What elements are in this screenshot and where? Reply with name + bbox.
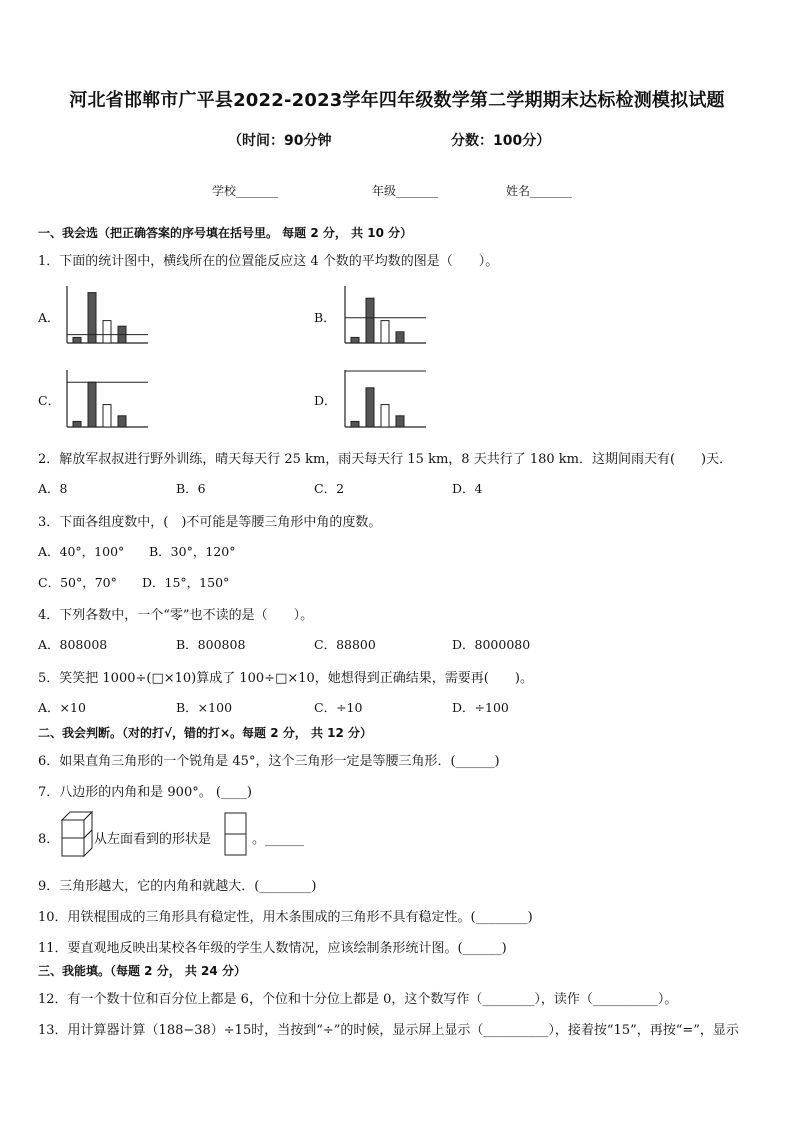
q5-option-d: D．÷100 [452, 700, 509, 715]
question-13: 13．用计算器计算（188−38）÷15时，当按到“÷”的时候，显示屏上显示（__________），接着按“15”，再按“=”，显示 [38, 1023, 739, 1038]
chart-option-b [342, 284, 428, 346]
bar-1 [73, 337, 81, 343]
question-10: 10．用铁棍围成的三角形具有稳定性，用木条围成的三角形不具有稳定性。(________) [38, 910, 533, 925]
q3-option-a: A．40°，100° [38, 544, 125, 559]
q1-option-c-label: C． [38, 393, 61, 408]
question-11: 11．要直观地反映出某校各年级的学生人数情况，应该绘制条形统计图。(______) [38, 941, 507, 956]
bar-4 [118, 416, 126, 427]
question-1: 1．下面的统计图中，横线所在的位置能反应这 4 个数的平均数的图是（ ）。 [38, 254, 499, 269]
question-4: 4．下列各数中，一个“零”也不读的是（ ）。 [38, 608, 314, 623]
q5-option-a: A．×10 [38, 700, 86, 715]
bar-1 [73, 421, 81, 427]
chart-option-a [64, 284, 150, 346]
q1-option-a-label: A． [38, 310, 60, 325]
chart-option-d [342, 368, 428, 430]
exam-score: 分数：100分） [451, 133, 551, 149]
page-title: 河北省邯郸市广平县2022-2023学年四年级数学第二学期期末达标检测模拟试题 [69, 90, 725, 111]
bar-2 [88, 293, 96, 343]
question-8-text: 从左面看到的形状是 [94, 832, 212, 847]
name-field: 姓名_______ [506, 184, 573, 198]
question-6: 6．如果直角三角形的一个锐角是 45°，这个三角形一定是等腰三角形．(______) [38, 754, 500, 769]
bar-3 [103, 405, 111, 427]
q3-option-c: C．50°，70° [38, 575, 117, 590]
question-8-number: 8． [38, 832, 60, 847]
q2-option-d: D．4 [452, 481, 483, 496]
bar-2 [366, 298, 374, 343]
bar-4 [396, 416, 404, 427]
question-7: 7．八边形的内角和是 900°。 (____) [38, 785, 252, 800]
q4-option-c: C．88800 [314, 637, 376, 652]
q4-option-d: D．8000080 [452, 637, 531, 652]
q5-option-b: B．×100 [176, 700, 233, 715]
bar-1 [351, 421, 359, 427]
cube-stack-figure [60, 808, 96, 864]
question-3: 3．下面各组度数中，( )不可能是等腰三角形中角的度数。 [38, 515, 382, 530]
bar-3 [381, 321, 389, 343]
bar-2 [366, 388, 374, 427]
question-9: 9．三角形越大，它的内角和就越大．(________) [38, 879, 317, 894]
q2-option-b: B．6 [176, 481, 206, 496]
question-8-answer: 。______ [252, 832, 305, 847]
section-1-heading: 一、我会选（把正确答案的序号填在括号里。 每题 2 分， 共 10 分） [38, 226, 413, 240]
grade-field: 年级_______ [372, 184, 439, 198]
bar-1 [351, 337, 359, 343]
section-2-heading: 二、我会判断。（对的打√，错的打×。每题 2 分， 共 12 分） [38, 726, 372, 740]
q1-option-b-label: B． [314, 310, 336, 325]
bar-3 [103, 321, 111, 343]
q1-option-d-label: D． [314, 393, 337, 408]
section-3-heading: 三、我能填。（每题 2 分， 共 24 分） [38, 964, 246, 978]
bar-2 [88, 382, 96, 427]
q3-option-d: D．15°，150° [142, 575, 230, 590]
bar-4 [396, 332, 404, 343]
exam-time: （时间：90分钟 [228, 133, 332, 149]
question-5: 5．笑笑把 1000÷(□×10)算成了 100÷□×10，她想得到正确结果，需要再( )。 [38, 671, 533, 686]
school-field: 学校_______ [212, 184, 279, 198]
q4-option-a: A．808008 [38, 637, 108, 652]
chart-option-c [64, 368, 150, 430]
q5-option-c: C．÷10 [314, 700, 363, 715]
q2-option-c: C．2 [314, 481, 345, 496]
bar-3 [381, 405, 389, 427]
q3-option-b: B．30°，120° [149, 544, 236, 559]
question-2: 2．解放军叔叔进行野外训练，晴天每天行 25 km，雨天每天行 15 km，8 天共行了 180 km．这期间雨天有( )天． [38, 452, 733, 467]
left-view-figure [224, 812, 248, 860]
q2-option-a: A．8 [38, 481, 68, 496]
q4-option-b: B．800808 [176, 637, 246, 652]
question-12: 12．有一个数十位和百分位上都是 6，个位和十分位上都是 0，这个数写作（________），读作（__________）。 [38, 992, 678, 1007]
